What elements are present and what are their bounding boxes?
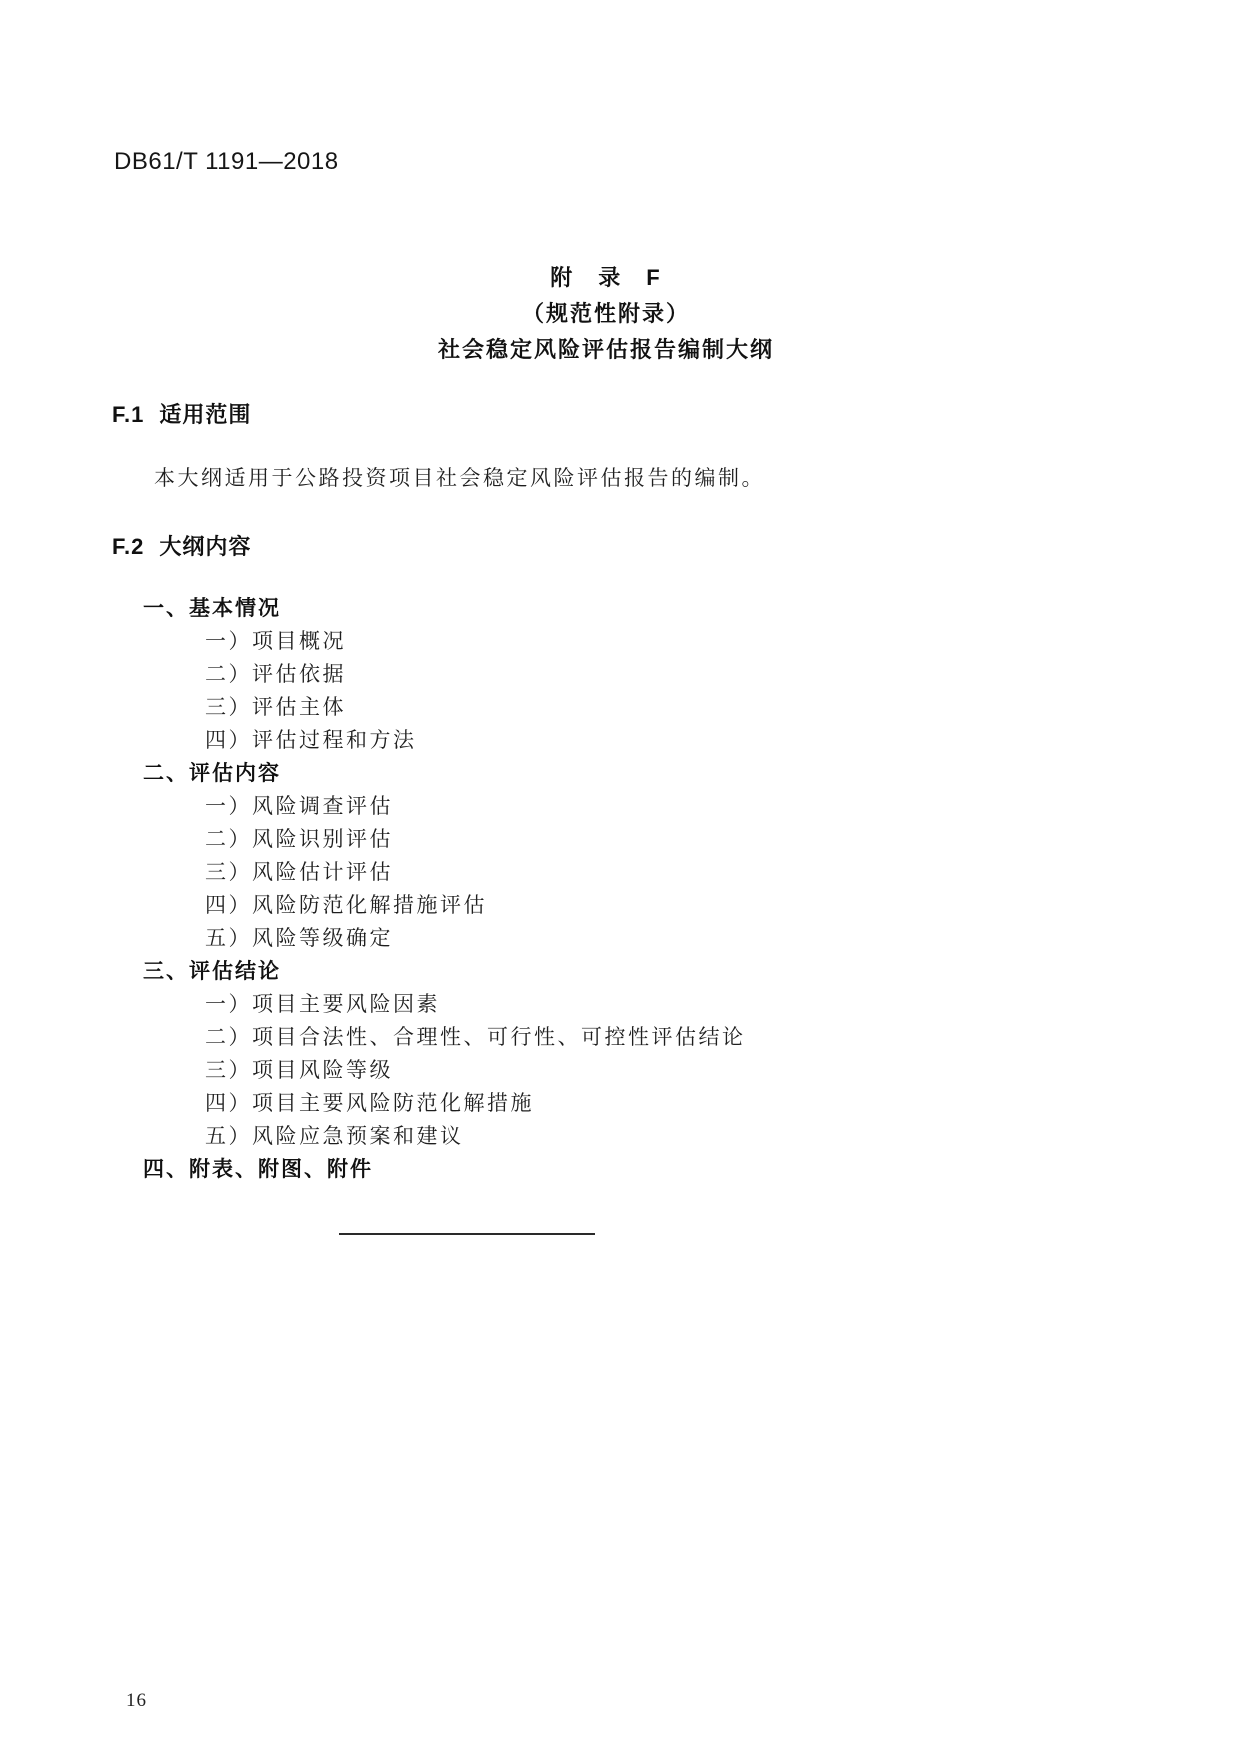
outline-item: 二）风险识别评估 bbox=[205, 827, 393, 851]
appendix-title: 附 录 F bbox=[550, 265, 662, 290]
outline-item: 五）风险应急预案和建议 bbox=[205, 1124, 464, 1148]
outline-item: 三）项目风险等级 bbox=[205, 1058, 393, 1082]
page-number: 16 bbox=[126, 1690, 147, 1711]
standard-code: DB61/T 1191—2018 bbox=[114, 148, 339, 175]
appendix-title-block bbox=[0, 260, 1212, 368]
section-f2-number: F.2 bbox=[112, 534, 145, 559]
outline-section-heading: 四、附表、附图、附件 bbox=[143, 1158, 373, 1181]
outline-item: 四）评估过程和方法 bbox=[205, 728, 417, 752]
outline-item: 一）项目概况 bbox=[205, 629, 346, 653]
end-of-text-rule bbox=[339, 1233, 595, 1235]
outline-section-heading: 三、评估结论 bbox=[143, 960, 281, 983]
outline-item: 三）评估主体 bbox=[205, 695, 346, 719]
outline-section-heading: 一、基本情况 bbox=[143, 597, 281, 620]
section-f1-number: F.1 bbox=[112, 402, 145, 427]
appendix-main-heading: 社会稳定风险评估报告编制大纲 bbox=[437, 337, 774, 362]
outline-item: 四）风险防范化解措施评估 bbox=[205, 893, 487, 917]
outline-item: 三）风险估计评估 bbox=[205, 860, 393, 884]
outline-section-heading: 二、评估内容 bbox=[143, 762, 281, 785]
outline-item: 二）评估依据 bbox=[205, 662, 346, 686]
outline-list bbox=[143, 592, 1151, 1186]
outline-item: 一）项目主要风险因素 bbox=[205, 992, 440, 1016]
section-f1-body-paragraph: 本大纲适用于公路投资项目社会稳定风险评估报告的编制。 bbox=[154, 466, 765, 490]
section-f2-heading bbox=[112, 530, 251, 561]
outline-item: 五）风险等级确定 bbox=[205, 926, 393, 950]
outline-item: 二）项目合法性、合理性、可行性、可控性评估结论 bbox=[205, 1025, 746, 1049]
section-f1-title: 适用范围 bbox=[159, 402, 252, 427]
section-f2-title: 大纲内容 bbox=[159, 534, 252, 559]
appendix-subtitle: （规范性附录） bbox=[521, 301, 690, 326]
section-f1-heading bbox=[112, 398, 251, 429]
outline-item: 一）风险调查评估 bbox=[205, 794, 393, 818]
outline-item: 四）项目主要风险防范化解措施 bbox=[205, 1091, 534, 1115]
